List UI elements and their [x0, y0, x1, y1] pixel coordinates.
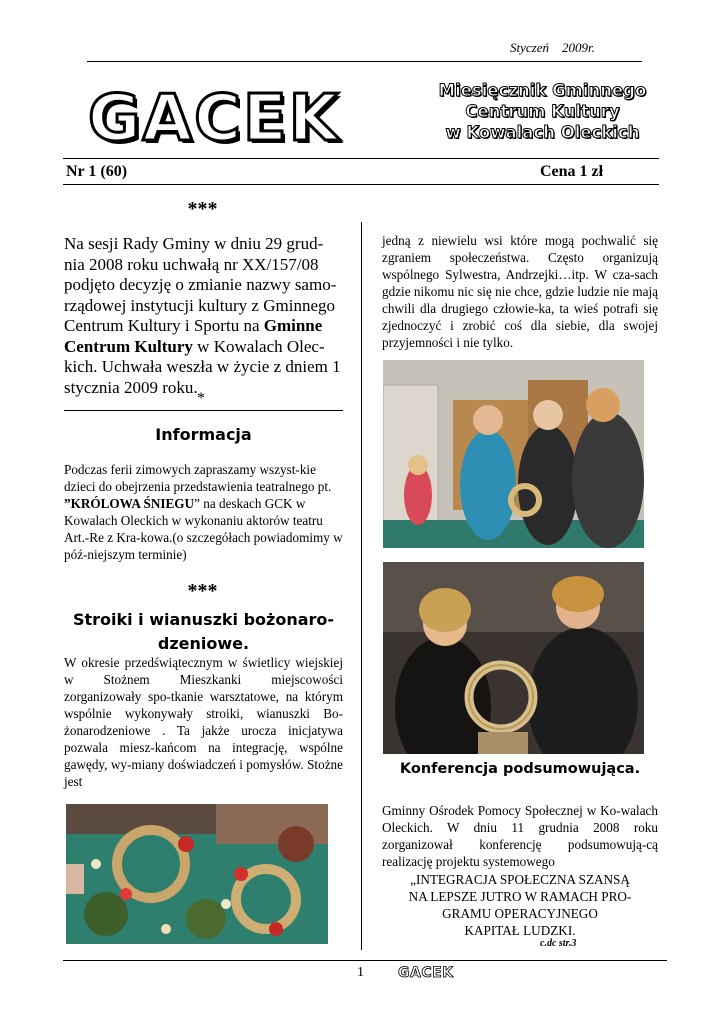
lead-text-1: Na sesji Rady Gminy w dniu 29 grud-nia 2008 roku uchwałą nr XX/157/08 podjęto decyzję o zmianie nazwy samo-rządowej instytucji kultury z Gminnego Centrum Kultury i Sportu na [64, 234, 337, 335]
info-text-1: Podczas ferii zimowych zapraszamy wszyst-kie dzieci do obejrzenia przedstawienia teatralnego pt. [64, 462, 332, 494]
photo-women-wreath-2 [383, 562, 644, 754]
issue-date: Styczeń 2009r. [510, 40, 595, 55]
subtitle-line-1: Miesięcznik Gminnego [438, 81, 647, 100]
subtitle-line-3: w Kowalach Oleckich [445, 123, 640, 142]
caps-line-3: GRAMU OPERACYJNEGO [442, 906, 598, 921]
conference-paragraph: Gminny Ośrodek Pomocy Społecznej w Ko-walach Oleckich. W dniu 11 grudnia 2008 roku zorganizował konferencję podsumowują-cą realizację projektu systemowego [382, 803, 658, 869]
caps-line-1: „INTEGRACJA SPOŁECZNA SZANSĄ [410, 872, 630, 887]
caps-line-2: NA LEPSZE JUTRO W RAMACH PRO- [408, 889, 632, 904]
masthead-logo: GACEK [88, 82, 341, 156]
conference-heading: Konferencja podsumowująca. [399, 761, 641, 777]
footer-rule [63, 960, 667, 961]
stroiki-heading: Stroiki i wianuszki bożonaro-dzeniowe. [72, 610, 335, 653]
info-bold: ”KRÓLOWA ŚNIEGU [64, 496, 195, 511]
info-text-2: ” na deskach GCK w Kowalach Oleckich w wykonaniu aktorów teatru Art.-Re z Kra-kowa.(o szczegółach powiadomimy w póź-niejszym terminie) [64, 496, 343, 562]
top-rule [87, 61, 642, 62]
page-number: 1 [357, 965, 364, 980]
photo-women-wreath-1 [383, 360, 644, 548]
stroiki-paragraph: W okresie przedświątecznym w świetlicy wiejskiej w Stożnem Mieszkanki miejscowości zorganizowały spo-tkanie warsztatowe, na którym wspólnie wykonywały stroiki, wianuszki Bo-żonarodzeniowe . Ta jakże urocza inicjatywa pozwala miesz-kańcom na integrację, wspólne gawędy, wy-miany doświadczeń i pomysłów. Stożne jest [64, 655, 343, 789]
lead-text-2: w Kowalach Olec-kich. Uchwała weszła w życie z dniem 1 stycznia 2009 roku. [64, 336, 341, 397]
issue-number: Nr 1 (60) [66, 163, 128, 180]
issue-rule [63, 184, 659, 185]
subtitle-line-2: Centrum Kultury [465, 102, 620, 121]
lead-paragraph [64, 234, 343, 398]
column-rule-left [64, 410, 343, 411]
single-star: * [197, 390, 205, 407]
masthead-subtitle [420, 80, 665, 143]
info-heading: Informacja [155, 425, 252, 444]
caps-line-4: KAPITAŁ LUDZKI. [464, 923, 576, 938]
footer-logo: GACEK [398, 965, 454, 981]
continued-paragraph: jedną z niewielu wsi które mogą pochwalić się zgraniem społeczeństwa. Często organizują wspólnego Sylwestra, Andrzejki…itp. W cza-sach gdzie nikomu nic się nie chce, gdzie ludzie nie mają chwili dla drugiego człowie-ka, ta wieś potrafi się zjednoczyć i zrobić coś dla siebie, dla swojej przyjemności i nie tylko. [382, 233, 658, 350]
masthead-rule [63, 158, 659, 159]
conference-caps [382, 871, 658, 939]
section-stars-2: *** [187, 580, 218, 602]
issue-price: Cena 1 zł [540, 163, 604, 180]
section-stars-1: *** [187, 198, 218, 220]
photo-wreaths-table [66, 804, 328, 944]
info-paragraph [64, 461, 343, 563]
column-divider [361, 222, 362, 950]
continued-reference: c.dc str.3 [540, 938, 577, 949]
lead-bold: Gminne Centrum Kultury [64, 316, 323, 356]
